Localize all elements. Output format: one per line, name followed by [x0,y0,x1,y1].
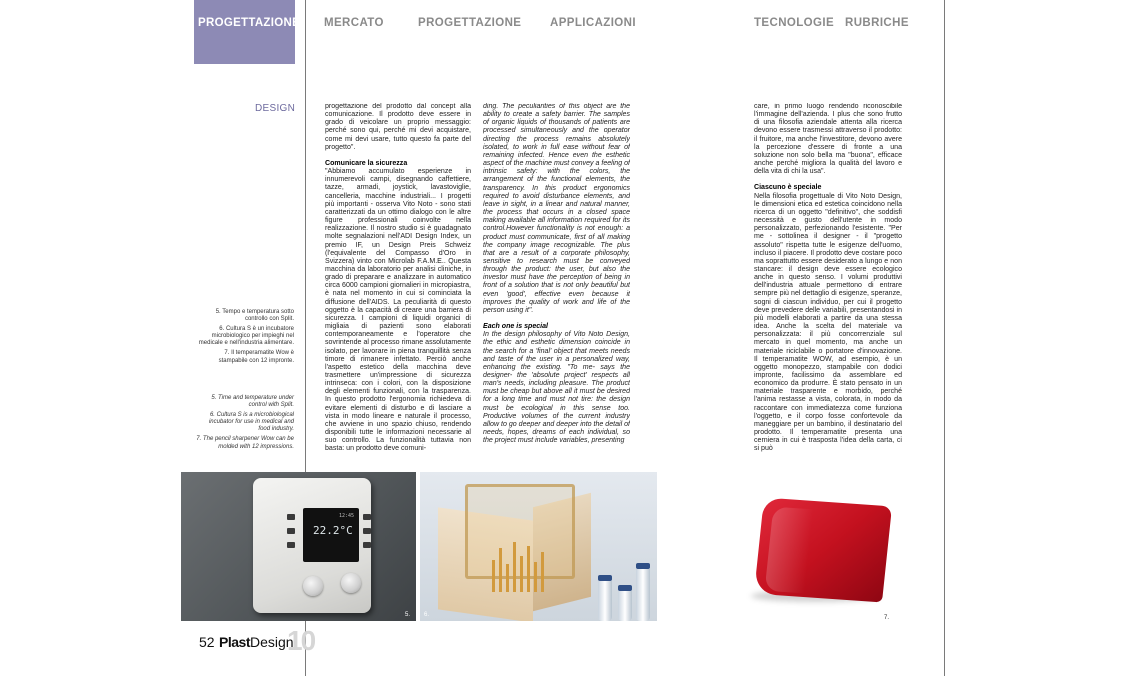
col1-paragraph-1: progettazione del prodotto dal concept alla comunicazione. Il prodotto deve essere in grado di veicolare un proprio messaggio: perché sono qui, perché mi devi acquistare, come mi devi usare, tutto questo fa parte del progetto". [325,103,471,151]
photo-incubator [420,472,657,621]
thermostat-button [363,528,371,534]
vial [636,569,650,621]
caption-7-it: 7. Il temperamatite Wow è stampabile con 12 impronte. [218,350,294,364]
magazine-brand-bold: Plast [219,634,250,650]
column-2-english [483,103,630,469]
thermostat-button [363,514,371,520]
caption-6-en: 6. Cultura S is a microbiological incubator for use in medical and food industry. [208,412,294,433]
magazine-brand-regular: Design [250,634,294,650]
photo-pencil-sharpener [729,472,902,621]
caption-7-en: 7. The pencil sharpener Wow can be molded with 12 impressions. [196,436,294,450]
thermostat-button [287,528,295,534]
vial [618,591,632,621]
incubator-test-tubes [488,532,558,592]
col1-paragraph-2: "Abbiamo accumulato esperienze in innumerevoli campi, disegnando caffettiere, tazze, armadi, joystick, lavastoviglie, cancelleria, macchine industriali... I progetti più importanti - osserva Vito Noto - sono stati caratterizzati da un ottimo dialogo con le altre figure professionali coinvolte nella realizzazione. Il nostro studio si è guadagnato molte segnalazioni nell'ADI Design Index, un premio IF, un Design Preis Schweiz (l'equivalente del Compasso d'Oro in Svizzera) vinto con Microlab F.A.M.E.. Questa macchina da laboratorio per analisi cliniche, in grado di preparare e analizzare in automatico circa 6000 campioni giornalieri in micropiastra, è nata nel momento in cui si cominciata la diffusione dell'AIDS. La peculiarità di questo oggetto è la capacità di creare una barriera di sicurezza. I campioni di liquidi organici di migliaia di pazienti sono elaborati contemporaneamente e l'operatore che sovrintende al processo rimane assolutamente isolato, per lavorare in piena tranquillità senza timore di rimanere infettato. Perciò anche l'aspetto estetico della macchina deve trasmettere un'impressione di sicurezza intrinseca: con i colori, con la disposizione degli elementi funzionali, con la trasparenza. In questo prodotto l'ergonomia richiedeva di evitare elementi di disturbo e di lasciare a vista in modo lineare e naturale il processo, che avviene in uno spazio chiuso, rendendo disponibili tutte le informazioni necessarie al suo controllo. La funzionalità tuttavia non basta: un prodotto deve comuni- [325,168,471,453]
thermostat-knob [341,573,361,593]
caption-6-it: 6. Cultura S è un incubatore microbiologico per impieghi nel medicale e nell'industria alimentare. [198,326,294,347]
col2-heading: Each one is special [483,323,549,331]
nav-applicazioni[interactable]: APPLICAZIONI [550,17,636,29]
page-footer [199,625,315,656]
nav-mercato[interactable]: MERCATO [324,17,384,29]
page-number: 52 [199,634,215,650]
thermostat-knob [303,576,323,596]
vial [598,581,612,621]
nav-rubriche[interactable]: RUBRICHE [845,17,909,29]
photo-number-7: 7. [884,615,890,621]
col3-paragraph-1: care, in primo luogo rendendo riconoscibile l'immagine dell'azienda. I plus che sono frutto di una filosofia aziendale attenta alla ricerca devono essere trasmessi attraverso il prodotto: il fruitore, ma anche l'investitore, devono avere la percezione d'essere di fronte a una soluzione non solo bella ma "buona", efficace anche perché migliora la qualità del lavoro e della vita di chi la usa". [754,103,902,176]
col2-paragraph-2: In the design philosophy of Vito Noto Design, the ethic and esthetic dimension coincide in the search for a 'final' object that meets needs and taste of the user in a personalized way, enhancing the existing. "To me- says the designer- the 'absolute project' respects all man's needs, including pleasure. The product must be cheap but above all it must be desired for a long time and must not tire: the design must be ecological in this sense too. Productive volumes of the current industry allow to go deeper and deeper into the detail of needs, hopes, dreams of each individual, so the project must include variables, presenting [483,331,630,445]
caption-5-en: 5. Time and temperature under control with Split. [211,395,294,409]
section-tab-label: PROGETTAZIONE [198,17,301,29]
section-tab[interactable] [194,0,301,64]
col3-heading: Ciascuno è speciale [754,184,822,192]
category-label: DESIGN [255,103,296,114]
display-temperature: 22.2°C [313,524,353,537]
captions-italian [196,309,294,368]
thermostat-button [363,542,371,548]
nav-tecnologie[interactable]: TECNOLOGIE [754,17,835,29]
column-3-italian [754,103,902,469]
right-rule [944,0,945,676]
col2-paragraph-1: ding. The peculiarities of this object are the ability to create a safety barrier. The samples of organic liquids of thousands of patients are processed simultaneously and the operator directing the process remains absolutely isolated, to work in full ease without fear of remaining infected. Hence even the esthetic aspect of the machine must convey a feeling of intrinsic safety: with the colors, the arrangement of the functional elements, the transparency. In this product ergonomics required to avoid disturbance elements, and leave in sight, in a linear and natural manner, the process that occurs in a closed space making available all information required for its control.However functionality is not enough: a product must communicate, first of all making the company image recognizable. The plus that are a result of a corporate philosophy, sensitive to research must be conveyed through the product: the user, but also the investor must have the perception of being in front of a solution that is not only beautiful but even 'good', effective even because it improves the quality of work and life of the person using it". [483,103,630,314]
photo-number-6: 6. [424,612,430,618]
thermostat-device [253,478,371,613]
thermostat-button [287,514,295,520]
nav-progettazione[interactable]: PROGETTAZIONE [418,17,522,29]
thermostat-button [287,542,295,548]
col1-heading: Comunicare la sicurezza [325,159,408,167]
photo-thermostat [181,472,416,621]
col3-paragraph-2: Nella filosofia progettuale di Vito Noto Design, le dimensioni etica ed estetica coincidono nella ricerca di un oggetto "definitivo", che soddisfi necessità e gusto dell'utente in modo personalizzato, perfezionando l'esistente. "Per me - sottolinea il designer - il "progetto assoluto" rispetta tutte le esigenze dell'uomo, incluso il piacere. Il prodotto deve costare poco ma soprattutto essere desiderato a lungo e non stancare: il design deve essere ecologico anche in questo senso. I volumi produttivi dell'industria attuale permettono di entrare sempre più nel dettaglio di esigenze, speranze, sogni di ciascun individuo, per cui il progetto deve prevedere delle variabili, presentandosi in più modelli elaborati a partire da una stessa idea. Anche la scelta del materiale va personalizzata: il più concorrenziale sul mercato in quel momento, ma anche un materiale riciclabile o portatore d'innovazione. Il temperamatite WOW, ad esempio, è un oggetto monopezzo, stampabile con dodici impronte, facilissimo da assemblare ed economico da produrre. È stato pensato in un materiale trasparente e morbido, perché l'anima restasse a vista, colorata, in modo da raccontare con immediatezza come funziona l'oggetto, e il corpo fosse confortevole da maneggiare per un bambino, il destinatario del prodotto. Il temperamatite presenta una cerniera in cui è trasposta l'idea della carta, ci si può [754,192,902,453]
caption-5-it: 5. Tempo e temperatura sotto controllo con Split. [215,309,294,323]
photo-number-5: 5. [405,612,411,618]
column-1-italian [325,103,471,469]
issue-number: 10 [287,625,315,656]
display-small-readout: 12:45 [339,513,355,519]
captions-english [196,395,294,454]
thermostat-display [303,508,359,562]
